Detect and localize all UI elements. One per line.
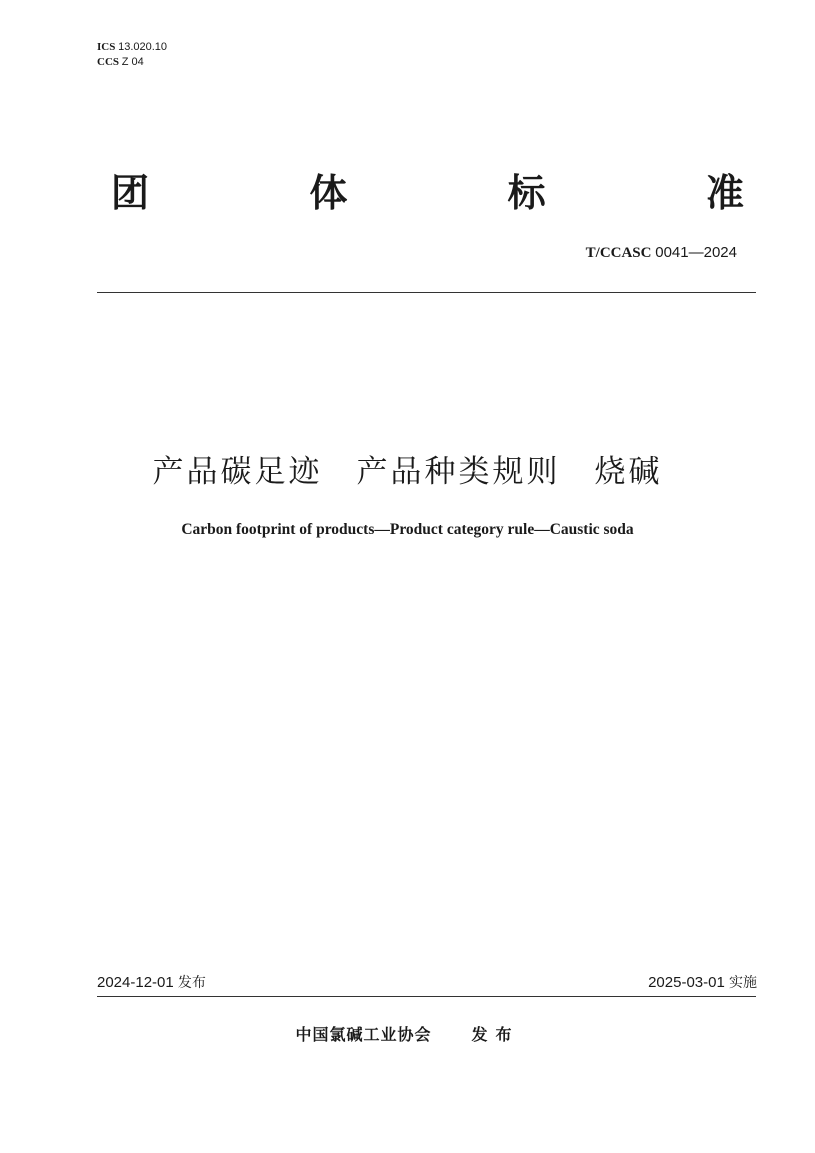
classification-codes — [97, 40, 167, 70]
title-char-3: 标 — [507, 170, 546, 215]
publish-action: 发布 — [471, 1025, 520, 1044]
implement-date: 2025-03-01 — [648, 974, 725, 991]
implement-label: 实施 — [729, 975, 757, 991]
title-char-1: 团 — [111, 170, 150, 215]
publisher-name: 中国氯碱工业协会 — [295, 1025, 432, 1044]
issue-date: 2024-12-01 — [97, 974, 174, 991]
title-char-2: 体 — [309, 170, 348, 215]
ccs-label: CCS — [97, 56, 120, 68]
chinese-title: 产品碳足迹 产品种类规则 烧碱 — [152, 454, 663, 490]
top-divider — [97, 292, 756, 293]
title-char-4: 准 — [705, 170, 744, 215]
ics-label: ICS — [97, 41, 116, 53]
issue-label: 发布 — [177, 975, 206, 991]
standard-number — [586, 244, 737, 262]
bottom-divider — [97, 996, 756, 997]
issue-date-line — [97, 972, 206, 992]
standard-type-title — [97, 164, 756, 214]
ccs-value: Z 04 — [121, 56, 144, 68]
standard-number-value: 0041—2024 — [655, 244, 737, 261]
ics-code — [97, 40, 167, 55]
ics-value: 13.020.10 — [118, 41, 168, 53]
publisher-line — [0, 1022, 815, 1045]
implement-date-line — [648, 972, 757, 992]
standard-number-prefix: T/CCASC — [585, 245, 652, 261]
english-title: Carbon footprint of products—Product category rule—Caustic soda — [181, 521, 634, 538]
ccs-code — [97, 55, 167, 70]
